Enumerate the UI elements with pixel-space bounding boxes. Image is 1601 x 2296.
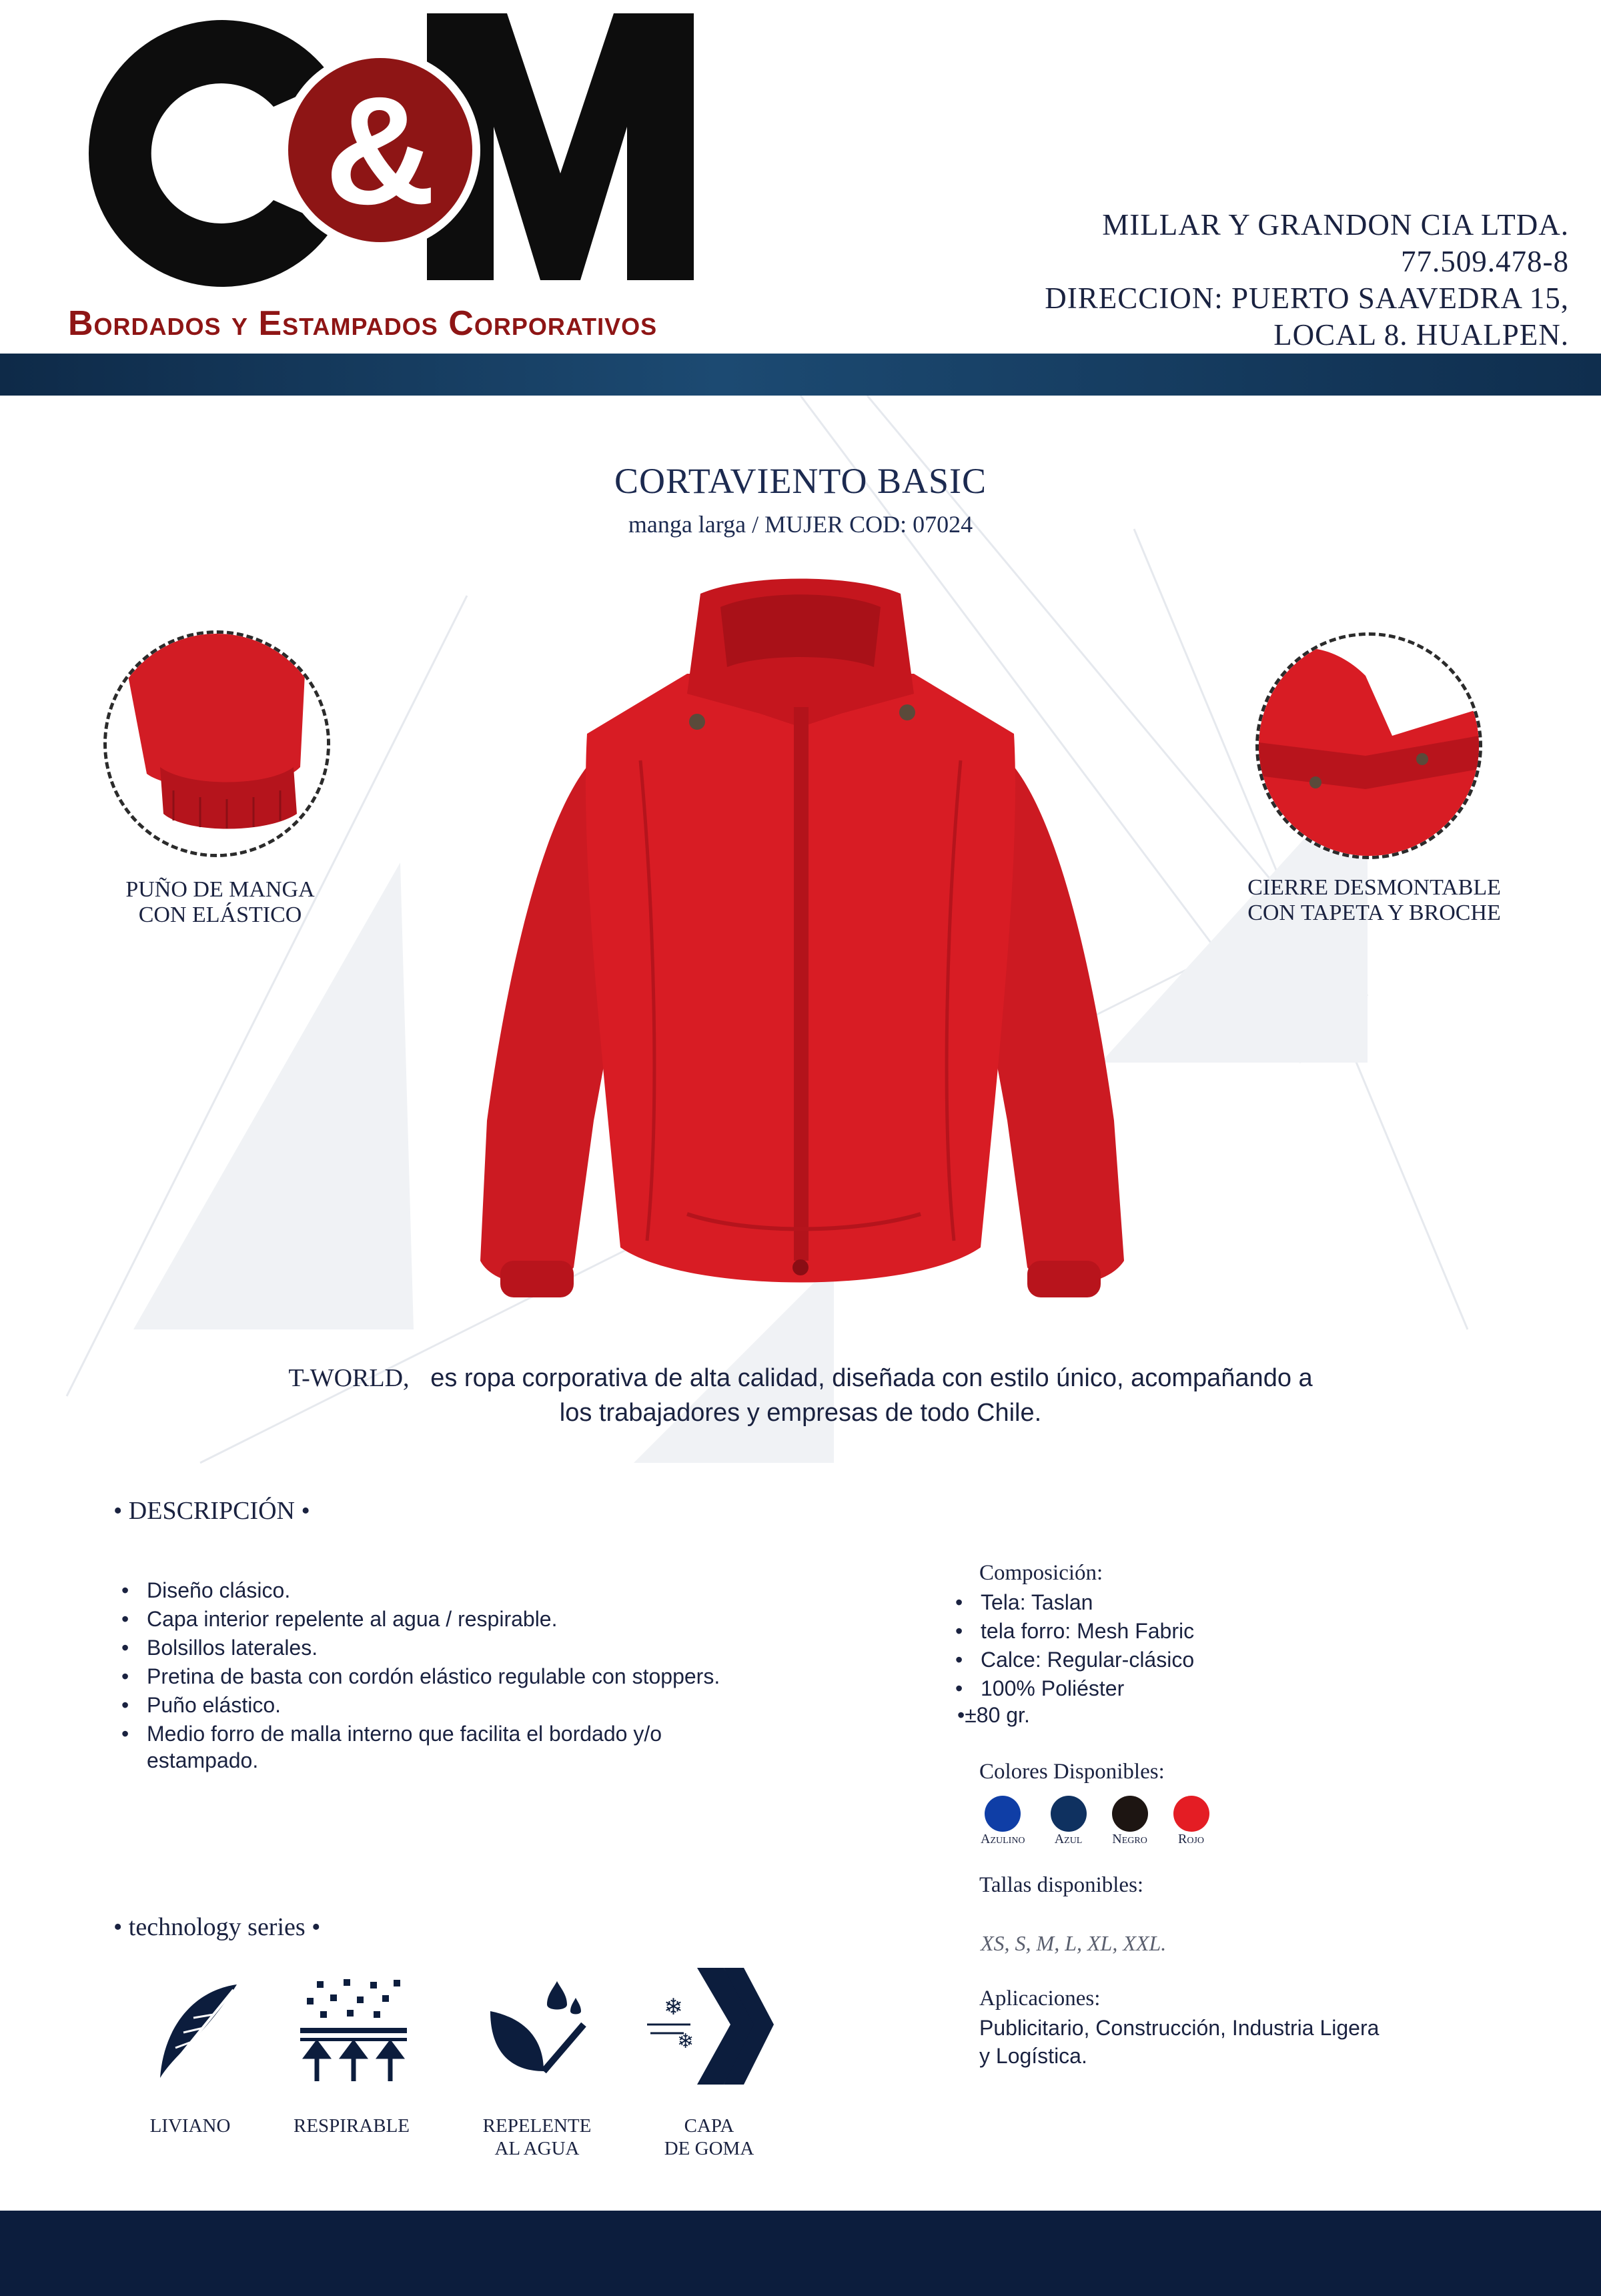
feature-zipper-detail (1255, 632, 1482, 859)
tech-label-respirable (275, 2115, 428, 2137)
description-item-cont: estampado. (147, 1748, 259, 1772)
composition-item: • 100% Poliéster (955, 1674, 1422, 1703)
composition-heading: Composición: (979, 1561, 1103, 1585)
water-repellent-icon (484, 1978, 590, 2085)
svg-text:❄: ❄ (664, 1994, 683, 2021)
swatch-color (1051, 1796, 1087, 1832)
feature-left-line2: CON ELÁSTICO (138, 903, 302, 927)
svg-text:❄: ❄ (677, 2030, 694, 2053)
swatch-label: Rojo (1178, 1832, 1205, 1846)
description-item: • Bolsillos laterales. (121, 1634, 922, 1662)
company-rut: 77.509.478-8 (1401, 245, 1569, 278)
technology-heading: • technology series • (113, 1913, 321, 1941)
tech-label-line1: LIVIANO (149, 2115, 231, 2137)
tech-label-line1: REPELENTE (482, 2115, 592, 2137)
description-item: • Medio forro de malla interno que facilita el bordado y/o (121, 1720, 922, 1748)
composition-item: • tela forro: Mesh Fabric (955, 1617, 1422, 1646)
rubber-layer-icon (644, 1968, 777, 2085)
intro-brand: T-WORLD, (288, 1364, 410, 1392)
description-heading: • DESCRIPCIÓN • (113, 1497, 310, 1525)
composition-item: • Tela: Taslan (955, 1588, 1422, 1617)
brand-logo (53, 7, 720, 300)
swatch-color (1173, 1796, 1209, 1832)
tech-label-line2: DE GOMA (664, 2138, 754, 2159)
feature-right-line1: CIERRE DESMONTABLE (1247, 875, 1501, 900)
tech-label-repelente (460, 2115, 614, 2160)
company-address-line2: LOCAL 8. HUALPEN. (1273, 318, 1569, 352)
company-name: MILLAR Y GRANDON CIA LTDA. (1102, 208, 1569, 241)
sizes-heading: Tallas disponibles: (979, 1873, 1144, 1897)
composition-item: • Calce: Regular-clásico (955, 1646, 1422, 1674)
swatch-color (985, 1796, 1021, 1832)
intro-paragraph (173, 1361, 1428, 1430)
svg-text:&: & (324, 65, 436, 236)
logo-mark (53, 7, 720, 300)
brand-tagline: Bordados y Estampados Corporativos (68, 304, 658, 343)
colors-heading: Colores Disponibles: (979, 1760, 1165, 1784)
intro-line2: los trabajadores y empresas de todo Chile. (559, 1399, 1042, 1427)
swatch-label: Azulino (981, 1832, 1025, 1846)
description-item: • Capa interior repelente al agua / respirable. (121, 1605, 922, 1634)
breathable-icon (297, 1978, 410, 2085)
tech-label-line2: AL AGUA (494, 2138, 580, 2159)
feature-right-line2: CON TAPETA Y BROCHE (1247, 901, 1501, 925)
footer-band (0, 2211, 1601, 2296)
feature-label-right (1214, 875, 1534, 926)
applications-line1: Publicitario, Construcción, Industria Ligera (979, 2016, 1380, 2040)
applications-heading: Aplicaciones: (979, 1986, 1101, 2011)
product-subtitle: manga larga / MUJER COD: 07024 (628, 511, 973, 538)
header-band (0, 354, 1601, 396)
applications-line2: y Logística. (979, 2044, 1087, 2068)
color-swatches (981, 1796, 1209, 1847)
intro-line1: es ropa corporativa de alta calidad, diseñada con estilo único, acompañando a (430, 1364, 1313, 1392)
tech-label-capa (632, 2115, 786, 2160)
cuff-detail-image (107, 634, 327, 854)
composition-weight: •±80 gr. (957, 1703, 1030, 1727)
feather-icon (150, 1978, 250, 2085)
zipper-detail-image (1259, 636, 1479, 856)
company-info (1045, 207, 1569, 354)
swatch-label: Azul (1054, 1832, 1083, 1846)
description-item: • Diseño clásico. (121, 1576, 922, 1605)
feature-cuff-detail (103, 630, 330, 857)
product-title: CORTAVIENTO BASIC (614, 461, 987, 501)
feature-label-left (80, 877, 360, 928)
sizes-value: XS, S, M, L, XL, XXL. (981, 1931, 1167, 1955)
swatch-label: Negro (1112, 1832, 1147, 1846)
swatch-azulino[interactable] (981, 1796, 1025, 1847)
swatch-negro[interactable] (1112, 1796, 1148, 1847)
swatch-rojo[interactable] (1173, 1796, 1209, 1847)
tech-label-liviano (113, 2115, 267, 2137)
swatch-color (1112, 1796, 1148, 1832)
jacket-image (467, 574, 1134, 1347)
description-list (121, 1576, 922, 1748)
swatch-azul[interactable] (1051, 1796, 1087, 1847)
description-item: • Pretina de basta con cordón elástico regulable con stoppers. (121, 1662, 922, 1691)
tech-label-line1: RESPIRABLE (293, 2115, 410, 2137)
description-item: • Puño elástico. (121, 1691, 922, 1720)
feature-left-line1: PUÑO DE MANGA (125, 877, 315, 902)
company-address-line1: DIRECCION: PUERTO SAAVEDRA 15, (1045, 281, 1569, 315)
composition-list (955, 1588, 1422, 1703)
tech-label-line1: CAPA (684, 2115, 734, 2137)
